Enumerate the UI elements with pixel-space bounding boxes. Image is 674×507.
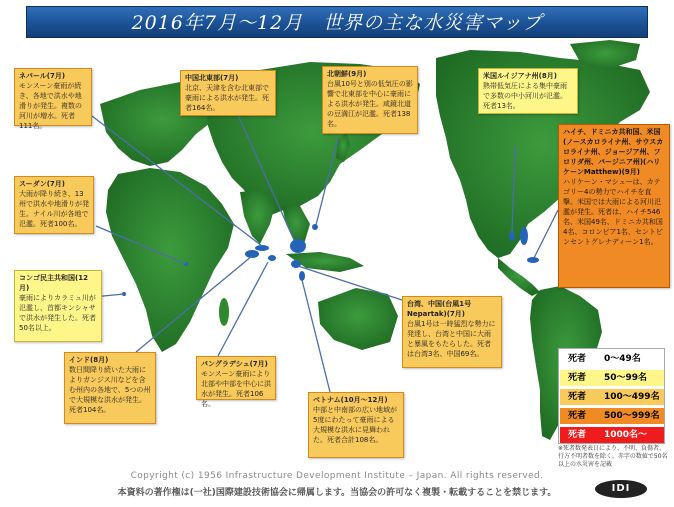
marker-china-north	[290, 239, 306, 253]
landmass-madagascar	[219, 298, 229, 326]
event-box-india	[64, 352, 156, 424]
landmass-india	[240, 190, 276, 244]
event-title-louisiana: 米国ルイジアナ州(8月)	[483, 72, 557, 80]
event-box-china-north	[180, 70, 276, 116]
legend-label-3: 死者	[568, 411, 587, 421]
title-bar	[26, 6, 648, 38]
event-title-haiti: ハイチ、ドミニカ共和国、米国(ノースカロライナ州、サウスカロライナ州、ジョージア州、フロリダ州、バージニア州)(ハリケーンMatthew)(9月)	[563, 128, 664, 176]
marker-louisiana	[509, 231, 515, 241]
marker-bangladesh	[268, 255, 276, 261]
event-body-louisiana: 熱帯低気圧による集中豪雨で多数の中小河川が氾濫。死者13名。	[483, 82, 567, 110]
map-title: 2016年7月～12月 世界の主な水災害マップ	[131, 12, 543, 34]
event-box-vietnam	[308, 392, 404, 458]
event-body-nepal: モンスーン豪雨が続き、各地で洪水や地滑りが発生。複数の河川が増水。死者111名。	[19, 82, 82, 130]
marker-north-korea	[312, 224, 318, 230]
event-body-sudan: 大雨が降り続き、13州で洪水や地滑りが発生。ナイル川が各地で氾濫。死者100名。	[19, 190, 89, 228]
event-body-north-korea: 台風10号と別の低気圧の影響で北東部を中心に豪雨による洪水が発生。咸鏡北道の豆満江が氾濫。死者138名。	[327, 80, 413, 128]
event-body-bangladesh: モンスーン豪雨により北部や中部を中心に洪水が発生。死者106名。	[201, 370, 271, 408]
event-body-taiwan: 台風1号は一時猛烈な勢力に発達し、台湾と中国に大雨と暴風をもたらした。死者は台湾3名、中国69名。	[407, 320, 496, 358]
landmass-central-america	[498, 258, 540, 296]
legend-range-0: 0～49名	[604, 354, 641, 364]
event-body-congo: 豪雨によりカラミュ川が氾濫し、首都キンシャサで洪水が発生した。死者50名以上。	[19, 294, 96, 332]
event-box-louisiana	[478, 68, 578, 114]
leader-vietnam	[302, 280, 330, 392]
landmass-southeast-asia	[282, 206, 310, 244]
event-body-china-north: 北京、天津を含む北東部で豪雨による洪水が発生。死者164名。	[185, 84, 269, 112]
event-title-bangladesh: バングラデシュ(7月)	[201, 360, 268, 368]
idi-logo-text: IDI	[611, 483, 631, 494]
event-title-nepal: ネパール(7月)	[19, 72, 66, 80]
marker-vietnam	[299, 271, 305, 281]
legend-row-2	[560, 389, 664, 405]
event-body-haiti: ハリケーン・マシューは、カテゴリー4の勢力でハイチを直撃。米国では大雨による河川氾濫が発生。死者は、ハイチ546名、米国49名、ドミニカ共和国4名、コロンビア1名、セントビンセントグレナディーン1名。	[563, 178, 663, 246]
legend-row-0	[560, 351, 664, 367]
event-box-taiwan	[402, 296, 502, 368]
event-title-vietnam: ベトナム(10月～12月)	[313, 396, 388, 404]
legend-label-2: 死者	[568, 392, 587, 402]
marker-haiti	[527, 257, 539, 263]
event-title-congo: コンゴ民主共和国(12月)	[19, 274, 88, 292]
event-box-haiti	[558, 124, 670, 288]
event-box-sudan	[14, 176, 94, 234]
legend-row-3	[560, 408, 664, 424]
legend-label-4: 死者	[568, 430, 587, 440]
event-box-congo	[14, 270, 102, 342]
copyright-text: Copyright (c) 1956 Infrastructure Development Institute – Japan. All rights reserved.	[130, 471, 544, 481]
marker-us-east	[520, 227, 528, 245]
legend	[558, 348, 665, 444]
event-title-sudan: スーダン(7月)	[19, 180, 65, 188]
event-box-north-korea	[322, 66, 418, 134]
event-title-india: インド(8月)	[69, 356, 109, 364]
legend-label-1: 死者	[568, 373, 587, 383]
legend-note: ※死者数発表日により、不明、負傷者、行方不明者数を除く。赤字の数値で50名以上の水災害を記載	[558, 445, 668, 468]
event-box-bangladesh	[196, 356, 276, 408]
legend-range-1: 50～99名	[604, 373, 648, 383]
event-title-china-north: 中国北東部(7月)	[185, 74, 239, 82]
legend-row-4	[560, 427, 664, 443]
legend-range-3: 500～999名	[604, 411, 660, 421]
event-box-nepal	[14, 68, 92, 130]
event-body-vietnam: 中部と中南部の広い地域が5度にわたって豪雨による大規模な洪水に見舞われた。死者合計108名。	[313, 406, 397, 444]
event-title-taiwan: 台湾、中国(台風1号Nepartak)(7月)	[407, 300, 472, 318]
legend-range-4: 1000名～	[604, 430, 648, 440]
copyright-notice: 本資料の著作権は(一社)国際建設技術協会に帰属します。当協会の許可なく複製・転載することを禁じます。	[117, 488, 557, 498]
event-title-north-korea: 北朝鮮(9月)	[327, 70, 367, 78]
legend-label-0: 死者	[568, 354, 587, 364]
leader-haiti	[534, 210, 558, 258]
event-body-india: 数日間降り続いた大雨によりガンジス川などを含む州内の各地で、5つの州で大規模な洪水が発生。死者104名。	[69, 366, 151, 414]
landmass-australia	[318, 288, 398, 350]
legend-range-2: 100～499名	[604, 392, 660, 402]
legend-row-1	[560, 370, 664, 386]
